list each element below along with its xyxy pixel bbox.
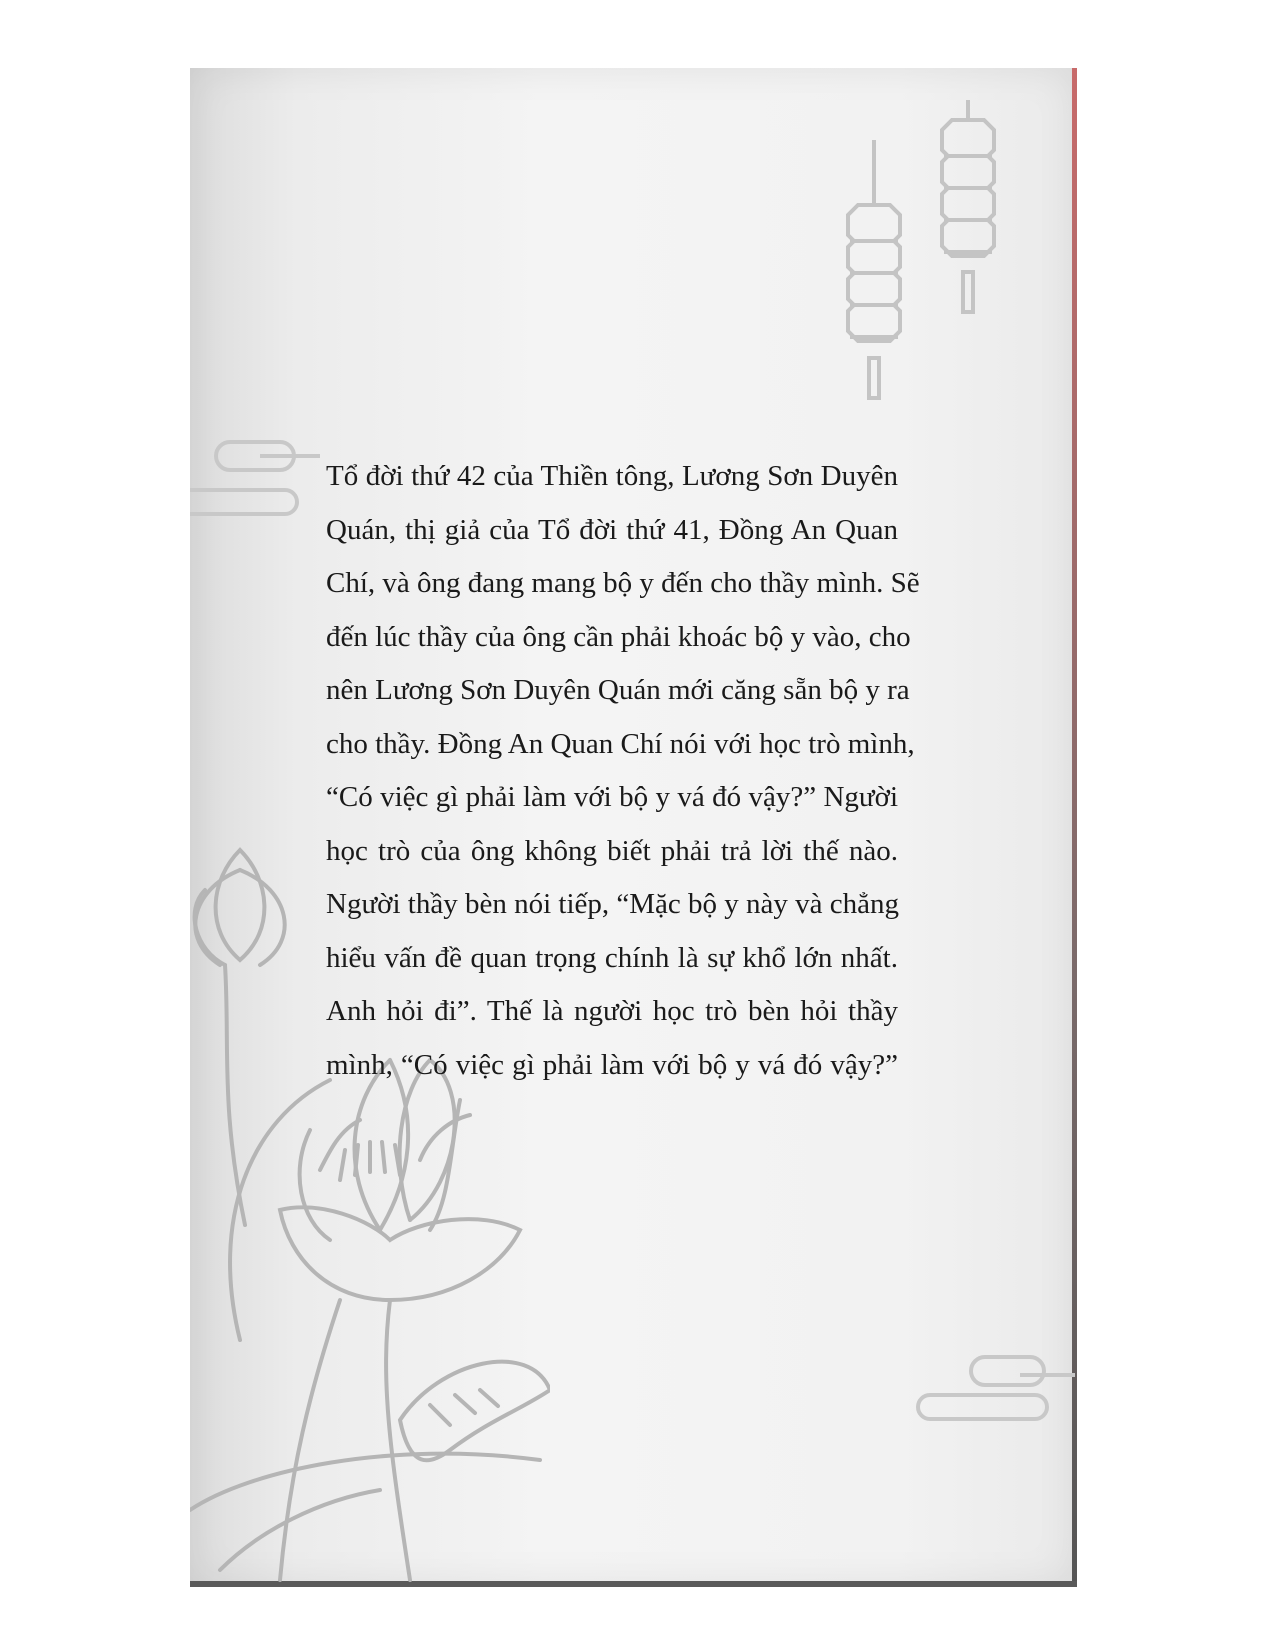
body-line: hiểu vấn đề quan trọng chính là sự khổ lớn nhất. [326,941,898,974]
lantern-icon [830,100,1010,410]
body-line: Tổ đời thứ 42 của Thiền tông, Lương Sơn Duyên [326,460,898,492]
body-line: “Có việc gì phải làm với bộ y vá đó vậy?” Người [326,781,898,813]
body-line: học trò của ông không biết phải trả lời thế nào. [326,834,898,867]
body-line: đến lúc thầy của ông cần phải khoác bộ y vào, cho [326,620,911,653]
body-line: Anh hỏi đi”. Thế là người học trò bèn hỏi thầy [326,995,898,1027]
body-line: cho thầy. Đồng An Quan Chí nói với học trò mình, [326,727,915,760]
body-line: nên Lương Sơn Duyên Quán mới căng sẵn bộ y ra [326,674,910,706]
body-line: Quán, thị giả của Tổ đời thứ 41, Đồng An Quan [326,513,898,546]
body-text [326,450,920,1092]
body-line: Người thầy bèn nói tiếp, “Mặc bộ y này và chẳng [326,888,900,920]
cloud-scroll-icon-left [190,430,330,520]
body-line: Chí, và ông đang mang bộ y đến cho thầy mình. Sẽ [326,567,920,599]
body-line: mình, “Có việc gì phải làm với bộ y vá đó vậy?” [326,1048,898,1081]
cloud-scroll-icon-right [910,1345,1075,1455]
